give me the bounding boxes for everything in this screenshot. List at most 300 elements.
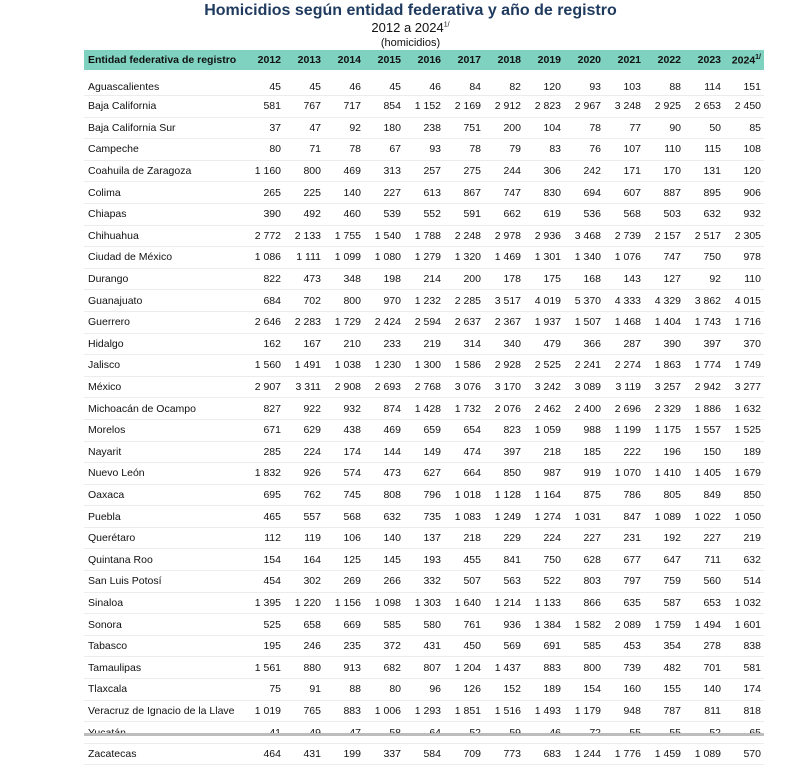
homicide-count-cell: 1 586	[444, 355, 484, 377]
table-row	[84, 311, 764, 333]
table-row	[84, 117, 764, 139]
homicide-count-cell: 47	[284, 117, 324, 139]
homicide-count-cell: 581	[724, 657, 764, 679]
homicide-count-cell: 662	[484, 203, 524, 225]
homicide-count-cell: 67	[364, 139, 404, 161]
homicide-count-cell: 218	[444, 527, 484, 549]
homicide-count-cell: 591	[444, 203, 484, 225]
homicide-count-cell: 473	[284, 268, 324, 290]
homicide-count-cell: 1 743	[684, 311, 724, 333]
homicide-count-cell: 178	[484, 268, 524, 290]
homicide-count-cell: 3 257	[644, 376, 684, 398]
table-row	[84, 571, 764, 593]
homicide-count-cell: 619	[524, 203, 564, 225]
homicide-count-cell: 797	[604, 571, 644, 593]
column-footnote-mark: 1/	[755, 53, 761, 61]
homicide-count-cell: 140	[324, 182, 364, 204]
homicide-count-cell: 632	[684, 203, 724, 225]
homicide-count-cell: 2 912	[484, 96, 524, 118]
homicide-count-cell: 970	[364, 290, 404, 312]
homicide-count-cell: 767	[284, 96, 324, 118]
table-body	[84, 70, 764, 765]
homicide-count-cell: 2 739	[604, 225, 644, 247]
table-row	[84, 441, 764, 463]
homicide-count-cell: 701	[684, 657, 724, 679]
state-name-cell: Veracruz de Ignacio de la Llave	[84, 700, 244, 722]
column-header-label: Entidad federativa de registro	[88, 54, 237, 66]
homicide-count-cell: 84	[444, 70, 484, 96]
column-header-label: 2017	[457, 54, 481, 66]
homicide-count-cell: 112	[244, 527, 284, 549]
homicide-count-cell: 1 404	[644, 311, 684, 333]
homicide-count-cell: 78	[564, 117, 604, 139]
table-row	[84, 549, 764, 571]
homicide-count-cell: 560	[684, 571, 724, 593]
homicide-count-cell: 397	[684, 333, 724, 355]
homicide-count-cell: 1 428	[404, 398, 444, 420]
homicide-count-cell: 152	[484, 679, 524, 701]
homicide-count-cell: 932	[324, 398, 364, 420]
homicide-count-cell: 654	[444, 419, 484, 441]
homicide-count-cell: 1 459	[644, 743, 684, 765]
homicide-count-cell: 3 277	[724, 376, 764, 398]
homicide-count-cell: 1 557	[684, 419, 724, 441]
column-header-label: 2015	[377, 54, 401, 66]
homicide-count-cell: 1 516	[484, 700, 524, 722]
homicide-count-cell: 2 696	[604, 398, 644, 420]
homicide-count-cell: 684	[244, 290, 284, 312]
column-header-year	[524, 50, 564, 70]
homicide-count-cell: 664	[444, 463, 484, 485]
homicide-count-cell: 2 967	[564, 96, 604, 118]
homicide-count-cell: 162	[244, 333, 284, 355]
homicide-count-cell: 1 679	[724, 463, 764, 485]
table-row	[84, 743, 764, 765]
homicide-count-cell: 46	[324, 70, 364, 96]
homicide-count-cell: 677	[604, 549, 644, 571]
homicide-count-cell: 574	[324, 463, 364, 485]
table-row	[84, 614, 764, 636]
table-row	[84, 657, 764, 679]
homicide-count-cell: 235	[324, 635, 364, 657]
homicide-count-cell: 313	[364, 160, 404, 182]
state-name-cell: Michoacán de Ocampo	[84, 398, 244, 420]
table-row	[84, 268, 764, 290]
homicide-count-cell: 2 157	[644, 225, 684, 247]
homicide-count-cell: 227	[364, 182, 404, 204]
homicide-count-cell: 50	[684, 117, 724, 139]
table-row	[84, 247, 764, 269]
homicide-count-cell: 1 560	[244, 355, 284, 377]
homicide-count-cell: 568	[604, 203, 644, 225]
homicide-count-cell: 503	[644, 203, 684, 225]
homicide-count-cell: 78	[324, 139, 364, 161]
homicide-count-cell: 238	[404, 117, 444, 139]
homicide-count-cell: 653	[684, 592, 724, 614]
table-row	[84, 355, 764, 377]
homicide-count-cell: 1 220	[284, 592, 324, 614]
homicide-count-cell: 2 367	[484, 311, 524, 333]
homicide-count-cell: 683	[524, 743, 564, 765]
subtitle-text: 2012 a 2024	[371, 20, 444, 35]
homicide-count-cell: 144	[364, 441, 404, 463]
homicide-count-cell: 580	[404, 614, 444, 636]
homicide-count-cell: 647	[644, 549, 684, 571]
homicide-count-cell: 80	[364, 679, 404, 701]
homicide-count-cell: 1 059	[524, 419, 564, 441]
homicide-count-cell: 219	[724, 527, 764, 549]
homicide-count-cell: 88	[644, 70, 684, 96]
homicide-count-cell: 557	[284, 506, 324, 528]
homicide-count-cell: 805	[644, 484, 684, 506]
homicide-count-cell: 522	[524, 571, 564, 593]
state-name-cell: Chihuahua	[84, 225, 244, 247]
homicide-count-cell: 372	[364, 635, 404, 657]
homicide-count-cell: 1 199	[604, 419, 644, 441]
column-header-year	[404, 50, 444, 70]
table-subtitle	[0, 20, 811, 35]
homicide-count-cell: 45	[244, 70, 284, 96]
homicide-count-cell: 1 300	[404, 355, 444, 377]
homicide-count-cell: 1 759	[644, 614, 684, 636]
homicide-count-cell: 140	[684, 679, 724, 701]
homicide-count-cell: 2 594	[404, 311, 444, 333]
homicide-count-cell: 811	[684, 700, 724, 722]
homicide-count-cell: 4 333	[604, 290, 644, 312]
state-name-cell: Hidalgo	[84, 333, 244, 355]
table-row	[84, 376, 764, 398]
homicide-count-cell: 269	[324, 571, 364, 593]
state-name-cell: Sinaloa	[84, 592, 244, 614]
homicide-count-cell: 913	[324, 657, 364, 679]
state-name-cell: Tlaxcala	[84, 679, 244, 701]
homicide-count-cell: 926	[284, 463, 324, 485]
homicide-count-cell: 787	[644, 700, 684, 722]
homicide-count-cell: 227	[684, 527, 724, 549]
homicide-count-cell: 2 928	[484, 355, 524, 377]
homicide-count-cell: 747	[644, 247, 684, 269]
homicide-count-cell: 103	[604, 70, 644, 96]
homicide-count-cell: 474	[444, 441, 484, 463]
homicide-count-cell: 1 032	[724, 592, 764, 614]
homicide-count-cell: 539	[364, 203, 404, 225]
homicide-count-cell: 218	[524, 441, 564, 463]
homicide-count-cell: 988	[564, 419, 604, 441]
homicide-count-cell: 745	[324, 484, 364, 506]
table-row	[84, 506, 764, 528]
homicide-count-cell: 174	[724, 679, 764, 701]
homicide-count-cell: 761	[444, 614, 484, 636]
homicide-count-cell: 195	[244, 635, 284, 657]
homicide-count-cell: 199	[324, 743, 364, 765]
homicide-count-cell: 454	[244, 571, 284, 593]
column-header-label: 2018	[497, 54, 521, 66]
homicide-count-cell: 2 693	[364, 376, 404, 398]
homicide-count-cell: 170	[644, 160, 684, 182]
homicide-count-cell: 2 907	[244, 376, 284, 398]
homicide-count-cell: 107	[604, 139, 644, 161]
homicide-count-cell: 932	[724, 203, 764, 225]
homicide-count-cell: 895	[684, 182, 724, 204]
homicide-count-cell: 883	[524, 657, 564, 679]
homicide-count-cell: 200	[484, 117, 524, 139]
homicide-count-cell: 711	[684, 549, 724, 571]
homicide-count-cell: 469	[324, 160, 364, 182]
homicide-count-cell: 2 925	[644, 96, 684, 118]
column-header-label: 2022	[657, 54, 681, 66]
state-name-cell: Aguascalientes	[84, 70, 244, 96]
column-header-year	[724, 50, 764, 70]
homicide-count-cell: 75	[244, 679, 284, 701]
homicide-count-cell: 93	[564, 70, 604, 96]
homicide-count-cell: 1 540	[364, 225, 404, 247]
homicide-count-cell: 460	[324, 203, 364, 225]
homicide-count-cell: 1 050	[724, 506, 764, 528]
homicide-count-cell: 841	[484, 549, 524, 571]
homicide-count-cell: 88	[324, 679, 364, 701]
homicide-count-cell: 479	[524, 333, 564, 355]
homicide-count-cell: 1 089	[684, 743, 724, 765]
homicide-count-cell: 1 384	[524, 614, 564, 636]
homicide-count-cell: 77	[604, 117, 644, 139]
state-name-cell: Jalisco	[84, 355, 244, 377]
homicide-count-cell: 3 089	[564, 376, 604, 398]
homicide-count-cell: 883	[324, 700, 364, 722]
homicide-count-cell: 231	[604, 527, 644, 549]
homicide-count-cell: 45	[364, 70, 404, 96]
homicide-count-cell: 1 111	[284, 247, 324, 269]
state-name-cell: Querétaro	[84, 527, 244, 549]
column-header-year	[444, 50, 484, 70]
homicide-count-cell: 1 279	[404, 247, 444, 269]
homicide-count-cell: 438	[324, 419, 364, 441]
homicide-count-cell: 1 340	[564, 247, 604, 269]
homicide-count-cell: 3 076	[444, 376, 484, 398]
homicide-count-cell: 1 437	[484, 657, 524, 679]
homicide-count-cell: 570	[724, 743, 764, 765]
state-name-cell: Chiapas	[84, 203, 244, 225]
homicide-count-cell: 525	[244, 614, 284, 636]
homicide-count-cell: 266	[364, 571, 404, 593]
column-header-year	[684, 50, 724, 70]
homicide-count-cell: 2 089	[604, 614, 644, 636]
homicide-count-cell: 83	[524, 139, 564, 161]
homicide-count-cell: 919	[564, 463, 604, 485]
homicide-count-cell: 1 632	[724, 398, 764, 420]
homicide-count-cell: 3 119	[604, 376, 644, 398]
homicide-count-cell: 160	[604, 679, 644, 701]
column-header-year	[484, 50, 524, 70]
homicide-count-cell: 2 169	[444, 96, 484, 118]
homicides-table	[84, 50, 764, 765]
homicide-count-cell: 1 851	[444, 700, 484, 722]
homicide-count-cell: 302	[284, 571, 324, 593]
homicide-count-cell: 1 525	[724, 419, 764, 441]
homicide-count-cell: 1 395	[244, 592, 284, 614]
table-row	[84, 419, 764, 441]
homicide-count-cell: 838	[724, 635, 764, 657]
homicide-count-cell: 171	[604, 160, 644, 182]
state-name-cell: Puebla	[84, 506, 244, 528]
homicide-count-cell: 2 978	[484, 225, 524, 247]
homicide-count-cell: 92	[684, 268, 724, 290]
state-name-cell: Quintana Roo	[84, 549, 244, 571]
homicide-count-cell: 536	[564, 203, 604, 225]
column-header-label: 2012	[257, 54, 281, 66]
column-header-label: 2013	[297, 54, 321, 66]
homicide-count-cell: 242	[564, 160, 604, 182]
homicide-count-cell: 3 248	[604, 96, 644, 118]
homicide-count-cell: 803	[564, 571, 604, 593]
homicide-count-cell: 3 862	[684, 290, 724, 312]
homicide-count-cell: 431	[404, 635, 444, 657]
homicide-count-cell: 119	[284, 527, 324, 549]
homicide-count-cell: 126	[444, 679, 484, 701]
homicide-count-cell: 332	[404, 571, 444, 593]
homicide-count-cell: 125	[324, 549, 364, 571]
homicide-count-cell: 747	[484, 182, 524, 204]
homicide-count-cell: 1 179	[564, 700, 604, 722]
homicide-count-cell: 4 015	[724, 290, 764, 312]
homicide-count-cell: 127	[644, 268, 684, 290]
homicide-count-cell: 1 019	[244, 700, 284, 722]
homicide-count-cell: 354	[644, 635, 684, 657]
homicide-count-cell: 2 646	[244, 311, 284, 333]
homicide-count-cell: 2 285	[444, 290, 484, 312]
homicide-count-cell: 1 083	[444, 506, 484, 528]
homicide-count-cell: 90	[644, 117, 684, 139]
homicide-count-cell: 314	[444, 333, 484, 355]
homicide-count-cell: 659	[404, 419, 444, 441]
homicide-count-cell: 120	[724, 160, 764, 182]
homicide-count-cell: 453	[604, 635, 644, 657]
homicide-count-cell: 1 601	[724, 614, 764, 636]
homicide-count-cell: 397	[484, 441, 524, 463]
homicide-count-cell: 2 248	[444, 225, 484, 247]
homicide-count-cell: 1 937	[524, 311, 564, 333]
column-header-year	[604, 50, 644, 70]
homicide-count-cell: 370	[724, 333, 764, 355]
homicide-count-cell: 1 230	[364, 355, 404, 377]
homicide-count-cell: 193	[404, 549, 444, 571]
homicide-count-cell: 635	[604, 592, 644, 614]
homicide-count-cell: 1 089	[644, 506, 684, 528]
homicide-count-cell: 85	[724, 117, 764, 139]
table-row	[84, 463, 764, 485]
state-name-cell: Oaxaca	[84, 484, 244, 506]
homicide-count-cell: 2 942	[684, 376, 724, 398]
state-name-cell: Campeche	[84, 139, 244, 161]
homicide-count-cell: 1 493	[524, 700, 564, 722]
homicide-count-cell: 224	[284, 441, 324, 463]
homicide-count-cell: 149	[404, 441, 444, 463]
homicide-count-cell: 1 086	[244, 247, 284, 269]
homicide-count-cell: 2 525	[524, 355, 564, 377]
column-header-year	[644, 50, 684, 70]
homicide-count-cell: 2 772	[244, 225, 284, 247]
homicide-count-cell: 671	[244, 419, 284, 441]
homicide-count-cell: 1 214	[484, 592, 524, 614]
homicide-count-cell: 867	[444, 182, 484, 204]
homicide-count-cell: 1 640	[444, 592, 484, 614]
homicide-count-cell: 390	[244, 203, 284, 225]
table-row	[84, 679, 764, 701]
homicide-count-cell: 1 863	[644, 355, 684, 377]
state-name-cell: Coahuila de Zaragoza	[84, 160, 244, 182]
homicide-count-cell: 78	[444, 139, 484, 161]
homicide-count-cell: 431	[284, 743, 324, 765]
homicide-count-cell: 751	[444, 117, 484, 139]
homicide-count-cell: 629	[284, 419, 324, 441]
homicide-count-cell: 180	[364, 117, 404, 139]
subtitle-footnote-mark: 1/	[443, 21, 450, 29]
homicide-count-cell: 110	[644, 139, 684, 161]
table-title: Homicidios según entidad federativa y año de registro	[204, 2, 617, 19]
homicide-count-cell: 1 274	[524, 506, 564, 528]
homicide-count-cell: 80	[244, 139, 284, 161]
homicide-count-cell: 739	[604, 657, 644, 679]
homicide-count-cell: 847	[604, 506, 644, 528]
state-name-cell: Baja California	[84, 96, 244, 118]
homicide-count-cell: 936	[484, 614, 524, 636]
homicide-count-cell: 2 076	[484, 398, 524, 420]
homicide-count-cell: 37	[244, 117, 284, 139]
homicide-count-cell: 1 732	[444, 398, 484, 420]
homicide-count-cell: 866	[564, 592, 604, 614]
homicide-count-cell: 154	[564, 679, 604, 701]
homicide-count-cell: 1 156	[324, 592, 364, 614]
homicide-count-cell: 198	[364, 268, 404, 290]
homicide-count-cell: 632	[364, 506, 404, 528]
homicide-count-cell: 229	[484, 527, 524, 549]
homicide-count-cell: 765	[284, 700, 324, 722]
homicide-count-cell: 854	[364, 96, 404, 118]
homicide-count-cell: 585	[364, 614, 404, 636]
homicide-count-cell: 224	[524, 527, 564, 549]
homicide-count-cell: 1 244	[564, 743, 604, 765]
homicide-count-cell: 4 329	[644, 290, 684, 312]
homicide-count-cell: 1 160	[244, 160, 284, 182]
homicide-count-cell: 79	[484, 139, 524, 161]
homicide-count-cell: 1 320	[444, 247, 484, 269]
homicide-count-cell: 3 311	[284, 376, 324, 398]
homicide-count-cell: 1 175	[644, 419, 684, 441]
homicide-count-cell: 140	[364, 527, 404, 549]
state-name-cell: Tamaulipas	[84, 657, 244, 679]
homicide-count-cell: 174	[324, 441, 364, 463]
homicide-count-cell: 585	[564, 635, 604, 657]
homicide-count-cell: 1 152	[404, 96, 444, 118]
homicide-count-cell: 257	[404, 160, 444, 182]
homicide-count-cell: 1 204	[444, 657, 484, 679]
homicide-count-cell: 773	[484, 743, 524, 765]
homicide-count-cell: 584	[404, 743, 444, 765]
column-header-label: 2014	[337, 54, 361, 66]
homicide-count-cell: 167	[284, 333, 324, 355]
table-row	[84, 203, 764, 225]
homicide-count-cell: 1 410	[644, 463, 684, 485]
homicide-count-cell: 1 774	[684, 355, 724, 377]
homicide-count-cell: 265	[244, 182, 284, 204]
homicide-count-cell: 287	[604, 333, 644, 355]
homicide-count-cell: 750	[524, 549, 564, 571]
homicide-count-cell: 1 507	[564, 311, 604, 333]
homicide-count-cell: 1 469	[484, 247, 524, 269]
homicide-count-cell: 1 031	[564, 506, 604, 528]
state-name-cell: Tabasco	[84, 635, 244, 657]
homicide-count-cell: 850	[724, 484, 764, 506]
homicide-count-cell: 906	[724, 182, 764, 204]
